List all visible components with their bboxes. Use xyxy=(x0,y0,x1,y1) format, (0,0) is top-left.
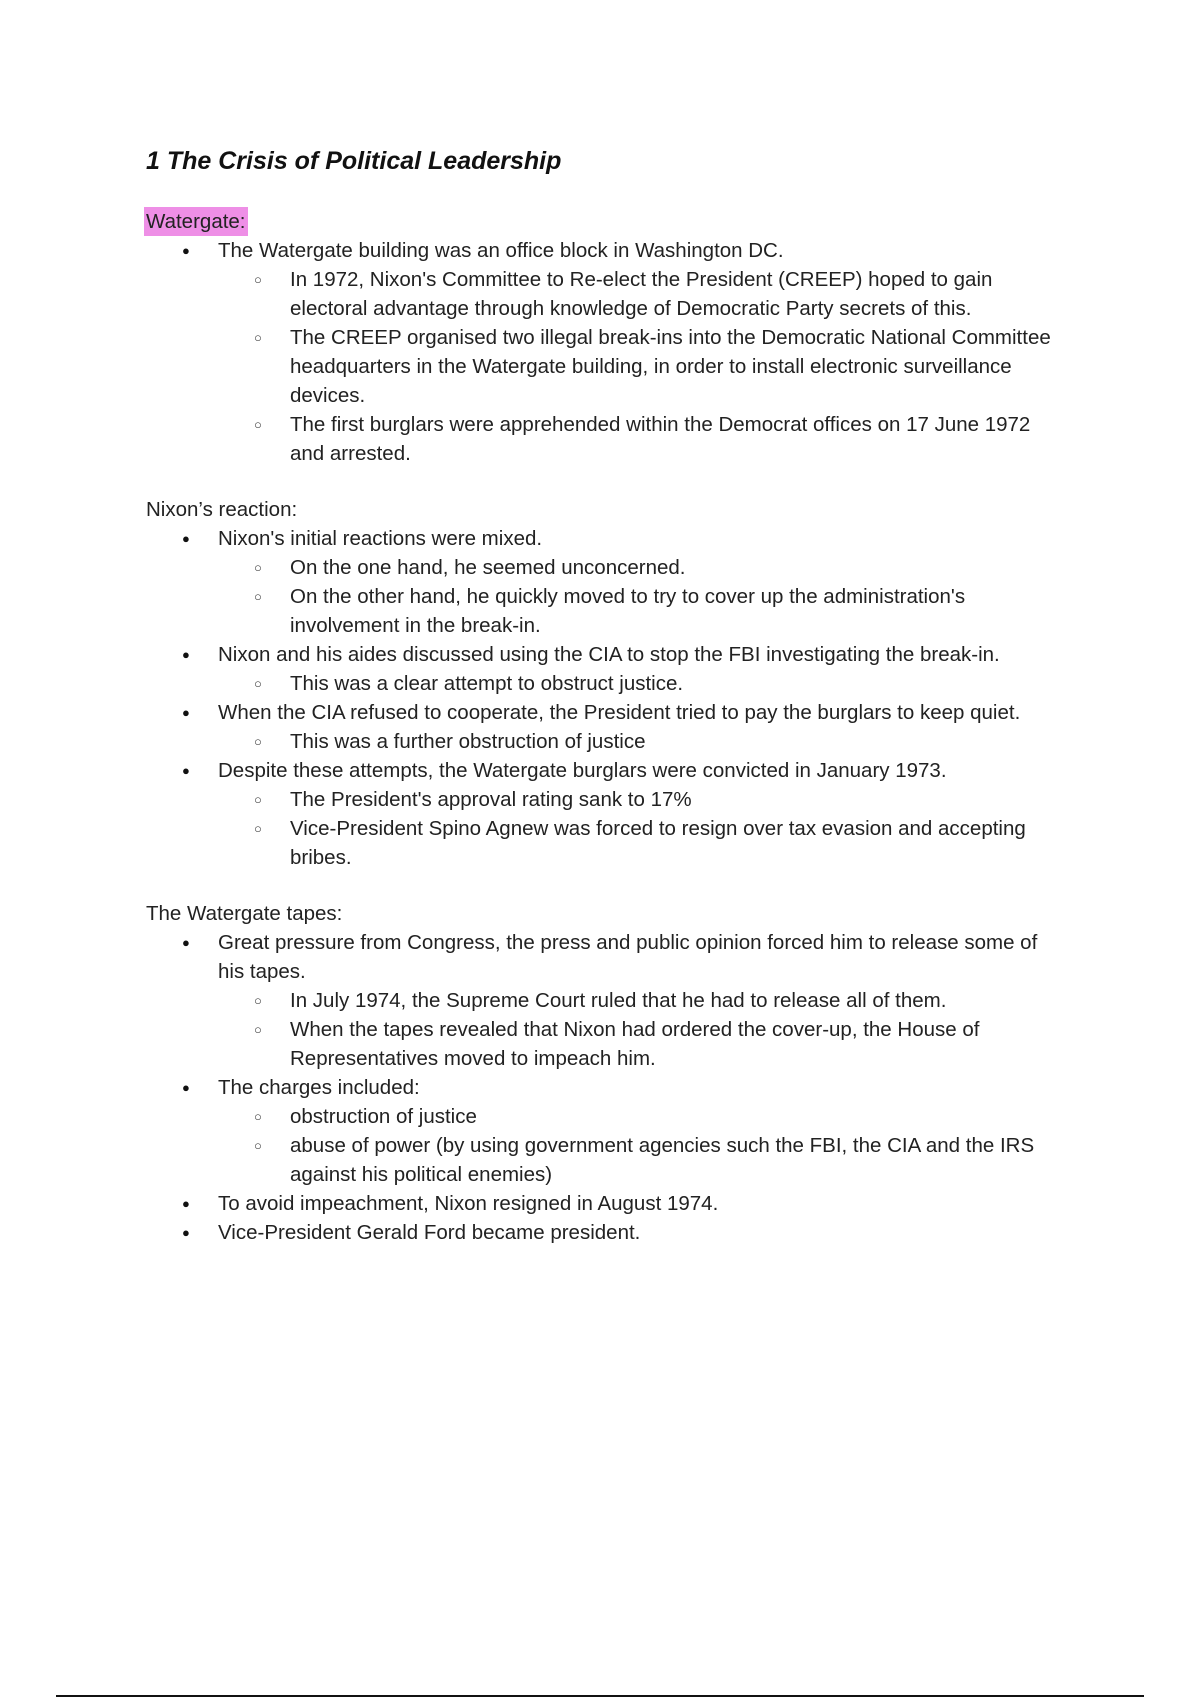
sub-bullet-item: ○ This was a clear attempt to obstruct justice. xyxy=(218,669,1066,698)
sub-bullets xyxy=(218,265,1066,468)
bullet-text: Great pressure from Congress, the press and public opinion forced him to release some of his tapes. xyxy=(218,931,1038,983)
sub-bullets xyxy=(218,553,1066,640)
bullet-item xyxy=(146,756,1066,872)
sub-bullet-item: ○ abuse of power (by using government agencies such the FBI, the CIA and the IRS against his political enemies) xyxy=(218,1131,1066,1189)
tapes-bullets-2 xyxy=(146,1073,1066,1189)
watergate-bullets xyxy=(146,236,1066,468)
sub-bullet-item: ○ When the tapes revealed that Nixon had ordered the cover-up, the House of Representatives moved to impeach him. xyxy=(218,1015,1066,1073)
reaction-bullets-2 xyxy=(146,640,1066,756)
bullet-text: Nixon and his aides discussed using the CIA to stop the FBI investigating the break-in. xyxy=(218,643,1000,666)
bullet-text: When the CIA refused to cooperate, the President tried to pay the burglars to keep quiet. xyxy=(218,701,1021,724)
sub-bullet-item: ○ The CREEP organised two illegal break-ins into the Democratic National Committee headquarters in the Watergate building, in order to install electronic surveillance devices. xyxy=(218,323,1066,410)
sub-bullets xyxy=(218,785,1066,872)
page-bottom-rule xyxy=(56,1695,1144,1697)
bullet-text: Despite these attempts, the Watergate burglars were convicted in January 1973. xyxy=(218,759,947,782)
sub-bullet-item: ○ Vice-President Spino Agnew was forced to resign over tax evasion and accepting bribes. xyxy=(218,814,1066,872)
sub-bullet-item: ○ On the one hand, he seemed unconcerned. xyxy=(218,553,1066,582)
bullet-item xyxy=(146,524,1066,640)
section-heading-watergate: Watergate: xyxy=(144,207,248,236)
sub-bullet-item: ○ obstruction of justice xyxy=(218,1102,1066,1131)
reaction-bullets-3 xyxy=(146,756,1066,872)
page-title: 1 The Crisis of Political Leadership xyxy=(146,147,562,175)
bullet-item xyxy=(146,928,1066,1073)
sub-bullets xyxy=(218,986,1066,1073)
bullet-item xyxy=(146,236,1066,468)
tapes-bullets xyxy=(146,928,1066,1073)
sub-bullet-item: ○ This was a further obstruction of justice xyxy=(218,727,1066,756)
section-watergate xyxy=(146,207,1066,236)
bullet-item: ● To avoid impeachment, Nixon resigned in August 1974. xyxy=(146,1189,1066,1218)
sub-bullets xyxy=(218,727,1066,756)
reaction-bullets xyxy=(146,524,1066,640)
bullet-text: The Watergate building was an office block in Washington DC. xyxy=(218,239,784,262)
sub-bullets xyxy=(218,1102,1066,1189)
bullet-item xyxy=(146,640,1066,698)
bullet-item: ● Vice-President Gerald Ford became president. xyxy=(146,1218,1066,1247)
sub-bullet-item: ○ In July 1974, the Supreme Court ruled that he had to release all of them. xyxy=(218,986,1066,1015)
sub-bullet-item: ○ The President's approval rating sank to 17% xyxy=(218,785,1066,814)
bullet-item xyxy=(146,1073,1066,1189)
sub-bullet-item: ○ The first burglars were apprehended within the Democrat offices on 17 June 1972 and arrested. xyxy=(218,410,1066,468)
document-page xyxy=(146,143,1066,1247)
bullet-text: Nixon's initial reactions were mixed. xyxy=(218,527,543,550)
section-heading-reaction: Nixon’s reaction: xyxy=(146,498,298,521)
section-heading-tapes: The Watergate tapes: xyxy=(146,902,343,925)
sub-bullet-item: ○ In 1972, Nixon's Committee to Re-elect the President (CREEP) hoped to gain electoral advantage through knowledge of Democratic Party secrets of this. xyxy=(218,265,1066,323)
tapes-bullets-3 xyxy=(146,1189,1066,1247)
sub-bullets xyxy=(218,669,1066,698)
sub-bullet-item: ○ On the other hand, he quickly moved to try to cover up the administration's involvement in the break-in. xyxy=(218,582,1066,640)
bullet-text: The charges included: xyxy=(218,1076,420,1099)
bullet-item xyxy=(146,698,1066,756)
